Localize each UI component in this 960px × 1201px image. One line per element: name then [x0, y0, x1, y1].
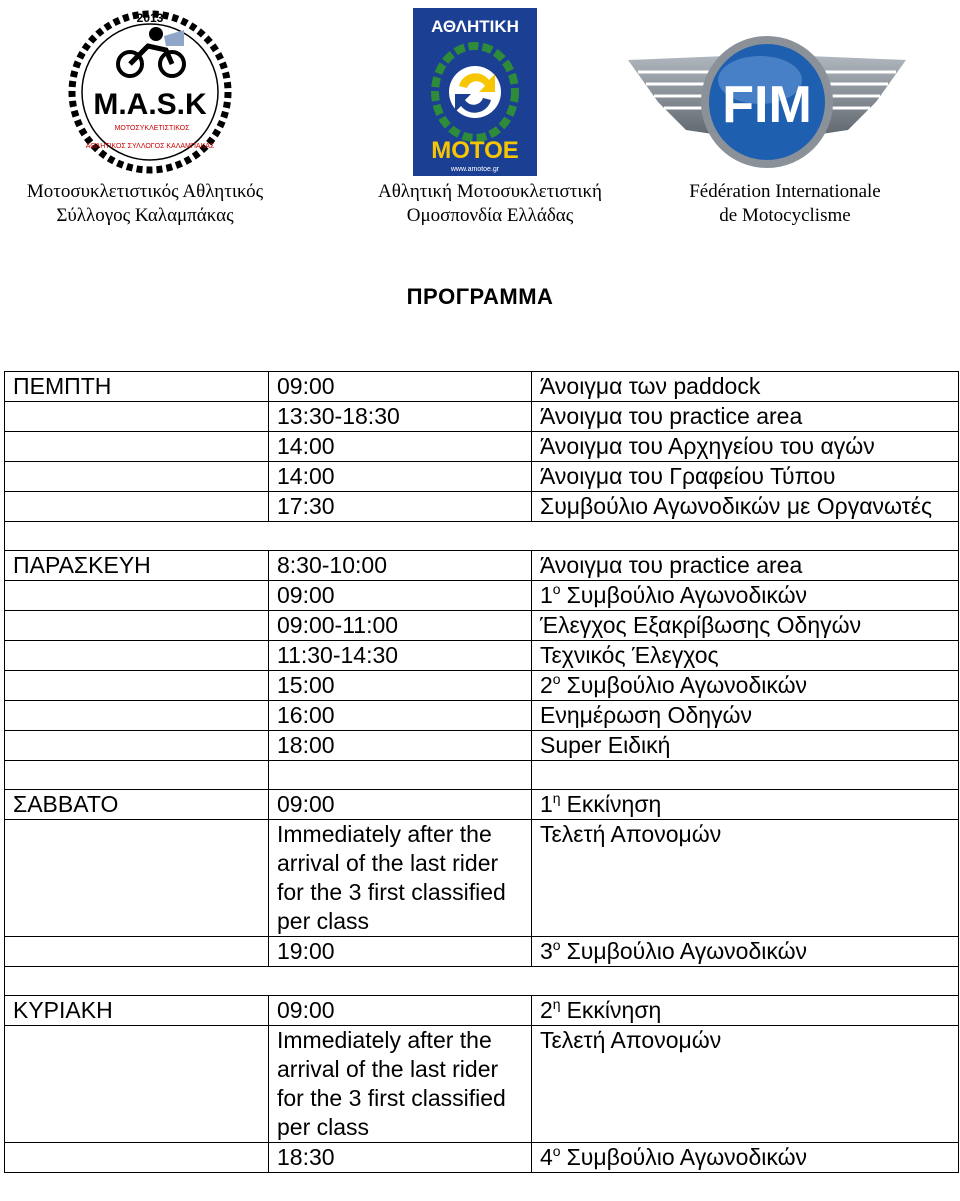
event-text: Άνοιγμα του Γραφείου Τύπου — [540, 463, 836, 489]
day-cell: ΠΕΜΠΤΗ — [5, 372, 269, 402]
time-cell: 09:00 — [269, 996, 532, 1026]
event-cell — [532, 641, 959, 671]
event-ordinal-suffix: ο — [552, 937, 561, 953]
time-cell: 14:00 — [269, 462, 532, 492]
time-cell: 09:00 — [269, 372, 532, 402]
day-cell — [5, 492, 269, 522]
event-text: Συμβούλιο Αγωνοδικών — [566, 938, 808, 964]
header-logos — [0, 0, 960, 240]
time-cell: 09:00 — [269, 790, 532, 820]
schedule-row — [5, 671, 959, 701]
page-title: ΠΡΟΓΡΑΜΜΑ — [406, 284, 554, 309]
day-cell — [5, 820, 269, 937]
event-cell — [532, 611, 959, 641]
event-cell — [532, 462, 959, 492]
day-cell: ΚΥΡΙΑΚΗ — [5, 996, 269, 1026]
org-amotoe-caption — [345, 180, 635, 228]
empty-cell — [5, 761, 269, 790]
separator-row — [5, 761, 959, 790]
day-cell: ΣΑΒΒΑΤΟ — [5, 790, 269, 820]
event-ordinal: 1 — [540, 791, 553, 817]
schedule-row — [5, 701, 959, 731]
org-fim-caption — [635, 180, 935, 228]
schedule-row — [5, 1143, 959, 1173]
amotoe-bottom-text: ΜΟΤΟΕ — [431, 137, 519, 164]
empty-cell — [5, 967, 959, 996]
event-text: Συμβούλιο Αγωνοδικών — [566, 672, 808, 698]
time-cell: 18:30 — [269, 1143, 532, 1173]
day-cell — [5, 671, 269, 701]
schedule-table — [4, 371, 959, 1173]
separator-row — [5, 967, 959, 996]
day-cell — [5, 581, 269, 611]
separator-row — [5, 522, 959, 551]
event-text: Άνοιγμα των paddock — [540, 373, 761, 399]
org-name-line1: Fédération Internationale — [689, 181, 881, 202]
time-cell: Immediately after the arrival of the last rider for the 3 first classified per class — [269, 1026, 532, 1143]
event-cell — [532, 731, 959, 761]
event-text: Super Ειδική — [540, 732, 671, 758]
event-cell — [532, 996, 959, 1026]
schedule-row — [5, 641, 959, 671]
event-cell — [532, 820, 959, 937]
day-cell — [5, 641, 269, 671]
event-ordinal-suffix: η — [552, 996, 561, 1012]
event-text: Συμβούλιο Αγωνοδικών — [566, 1144, 808, 1170]
event-ordinal-suffix: ο — [552, 1143, 561, 1159]
event-cell — [532, 790, 959, 820]
amotoe-logo — [413, 8, 537, 176]
schedule-row — [5, 1026, 959, 1143]
event-cell — [532, 1143, 959, 1173]
event-ordinal: 1 — [540, 582, 553, 608]
schedule-row — [5, 731, 959, 761]
schedule-row — [5, 820, 959, 937]
org-name-line2: de Motocyclisme — [719, 205, 851, 226]
event-cell — [532, 937, 959, 967]
day-cell — [5, 731, 269, 761]
day-cell — [5, 462, 269, 492]
event-text: Τελετή Απονομών — [540, 1027, 722, 1053]
mask-year: 2013 — [136, 11, 164, 25]
day-cell — [5, 1026, 269, 1143]
amotoe-top-text: ΑΘΛΗΤΙΚΗ — [431, 17, 519, 36]
time-cell: 09:00 — [269, 581, 532, 611]
event-cell — [532, 701, 959, 731]
time-cell: 8:30-10:00 — [269, 551, 532, 581]
schedule-row — [5, 551, 959, 581]
org-name-line2: Σύλλογος Καλαμπάκας — [56, 205, 234, 226]
mask-sub: ΜΟΤΟΣΥΚΛΕΤΙΣΤΙΚΟΣ — [114, 125, 190, 132]
event-ordinal-suffix: ο — [552, 671, 561, 687]
event-cell — [532, 432, 959, 462]
schedule-row — [5, 432, 959, 462]
empty-cell — [532, 761, 959, 790]
event-ordinal-suffix: η — [552, 790, 561, 806]
mask-ring-text: ΑΘΛΗΤΙΚΟΣ ΣΥΛΛΟΓΟΣ ΚΑΛΑΜΠΑΚΑΣ — [85, 143, 215, 150]
event-text: Συμβούλιο Αγωνοδικών — [566, 582, 808, 608]
event-text: Εκκίνηση — [566, 791, 662, 817]
time-cell: 16:00 — [269, 701, 532, 731]
schedule-row — [5, 372, 959, 402]
day-cell: ΠΑΡΑΣΚΕΥΗ — [5, 551, 269, 581]
event-cell — [532, 581, 959, 611]
event-cell — [532, 671, 959, 701]
event-text: Τελετή Απονομών — [540, 821, 722, 847]
schedule-row — [5, 492, 959, 522]
event-ordinal: 2 — [540, 672, 553, 698]
event-text: Συμβούλιο Αγωνοδικών με Οργανωτές — [540, 493, 933, 519]
time-cell: 19:00 — [269, 937, 532, 967]
empty-cell — [269, 761, 532, 790]
event-cell — [532, 551, 959, 581]
event-cell — [532, 372, 959, 402]
org-name-line1: Αθλητική Μοτοσυκλετιστική — [377, 181, 602, 202]
org-name-line1: Μοτοσυκλετιστικός Αθλητικός — [26, 181, 264, 202]
time-cell: 14:00 — [269, 432, 532, 462]
fim-logo — [628, 32, 906, 174]
schedule-row — [5, 581, 959, 611]
schedule-row — [5, 937, 959, 967]
event-ordinal: 4 — [540, 1144, 553, 1170]
time-cell: 11:30-14:30 — [269, 641, 532, 671]
event-cell — [532, 1026, 959, 1143]
org-mask-caption — [0, 180, 290, 228]
time-cell: 09:00-11:00 — [269, 611, 532, 641]
time-cell: Immediately after the arrival of the last rider for the 3 first classified per class — [269, 820, 532, 937]
day-cell — [5, 1143, 269, 1173]
schedule-row — [5, 611, 959, 641]
event-text: Έλεγχος Εξακρίβωσης Οδηγών — [540, 612, 862, 638]
time-cell: 13:30-18:30 — [269, 402, 532, 432]
day-cell — [5, 432, 269, 462]
org-name-line2: Ομοσπονδία Ελλάδας — [406, 205, 574, 226]
event-ordinal: 2 — [540, 997, 553, 1023]
schedule-row — [5, 402, 959, 432]
event-ordinal: 3 — [540, 938, 553, 964]
schedule-row — [5, 996, 959, 1026]
event-text: Τεχνικός Έλεγχος — [540, 642, 719, 668]
event-text: Άνοιγμα του Αρχηγείου του αγών — [540, 433, 875, 459]
day-cell — [5, 701, 269, 731]
mask-logo — [60, 6, 240, 178]
event-text: Άνοιγμα του practice area — [540, 552, 803, 578]
day-cell — [5, 611, 269, 641]
schedule-row — [5, 790, 959, 820]
event-ordinal-suffix: ο — [552, 581, 561, 597]
event-cell — [532, 402, 959, 432]
empty-cell — [5, 522, 959, 551]
day-cell — [5, 402, 269, 432]
event-text: Ενημέρωση Οδηγών — [540, 702, 752, 728]
event-cell — [532, 492, 959, 522]
time-cell: 15:00 — [269, 671, 532, 701]
schedule-row — [5, 462, 959, 492]
fim-logo-text: FIM — [722, 76, 812, 134]
event-text: Άνοιγμα του practice area — [540, 403, 803, 429]
time-cell: 17:30 — [269, 492, 532, 522]
event-text: Εκκίνηση — [566, 997, 662, 1023]
time-cell: 18:00 — [269, 731, 532, 761]
day-cell — [5, 937, 269, 967]
mask-wordmark: M.A.S.K — [93, 88, 207, 121]
amotoe-url: www.amotoe.gr — [450, 166, 500, 173]
